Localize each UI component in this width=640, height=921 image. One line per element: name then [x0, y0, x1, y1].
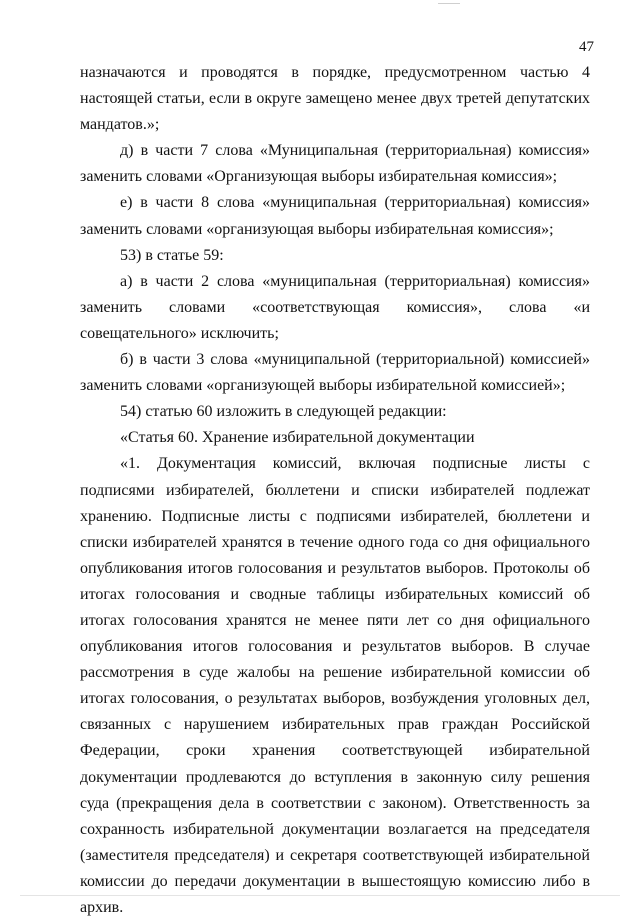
paragraph-continuation: назначаются и проводятся в порядке, предусмотренном частью 4 настоящей статьи, если в округе замещено менее двух третей депутатских мандатов.»;: [80, 64, 590, 134]
scan-artifact-line: [438, 3, 460, 4]
paragraph-item-e: е) в части 8 слова «муниципальная (территориальная) комиссия» заменить словами «организующая выборы избирательная комиссия»;: [80, 194, 590, 238]
paragraph-item-a: а) в части 2 слова «муниципальная (территориальная) комиссия» заменить словами «соответствующая комиссия», слова «и совещательного» исключить;: [80, 272, 590, 342]
scan-artifact-bottom-edge: [20, 895, 620, 896]
paragraph-item-54: 54) статью 60 изложить в следующей редакции:: [120, 403, 447, 421]
paragraph-item-53: 53) в статье 59:: [120, 246, 224, 264]
page-number: 47: [579, 39, 594, 55]
article-heading: «Статья 60. Хранение избирательной документации: [120, 429, 475, 447]
document-body: [80, 60, 590, 921]
article-paragraph-1: «1. Документация комиссий, включая подписные листы с подписями избирателей, бюллетени и списки избирателей подлежат хранению. Подписные листы с подписями избирателей, бюллетени и списки избирателей хранятся в течение одного года со дня официального опубликования итогов голосования и результатов выборов. Протоколы об итогах голосования и сводные таблицы избирательных комиссий об итогах голосования хранятся не менее пяти лет со дня официального опубликования итогов голосования и результатов выборов. В случае рассмотрения в суде жалобы на решение избирательной комиссии об итогах голосования, о результатах выборов, возбуждения уголовных дел, связанных с нарушением избирательных прав граждан Российской Федерации, сроки хранения соответствующей избирательной документации продлеваются до вступления в законную силу решения суда (прекращения дела в соответствии с законом). Ответственность за сохранность избирательной документации возлагается на председателя (заместителя председателя) и секретаря соответствующей избирательной комиссии до передачи документации в вышестоящую комиссию либо в архив.: [80, 455, 590, 916]
paragraph-item-d: д) в части 7 слова «Муниципальная (территориальная) комиссия» заменить словами «Организующая выборы избирательная комиссия»;: [80, 142, 590, 186]
paragraph-item-b: б) в части 3 слова «муниципальной (территориальной) комиссией» заменить словами «организующей выборы избирательной комиссией»;: [80, 351, 590, 395]
